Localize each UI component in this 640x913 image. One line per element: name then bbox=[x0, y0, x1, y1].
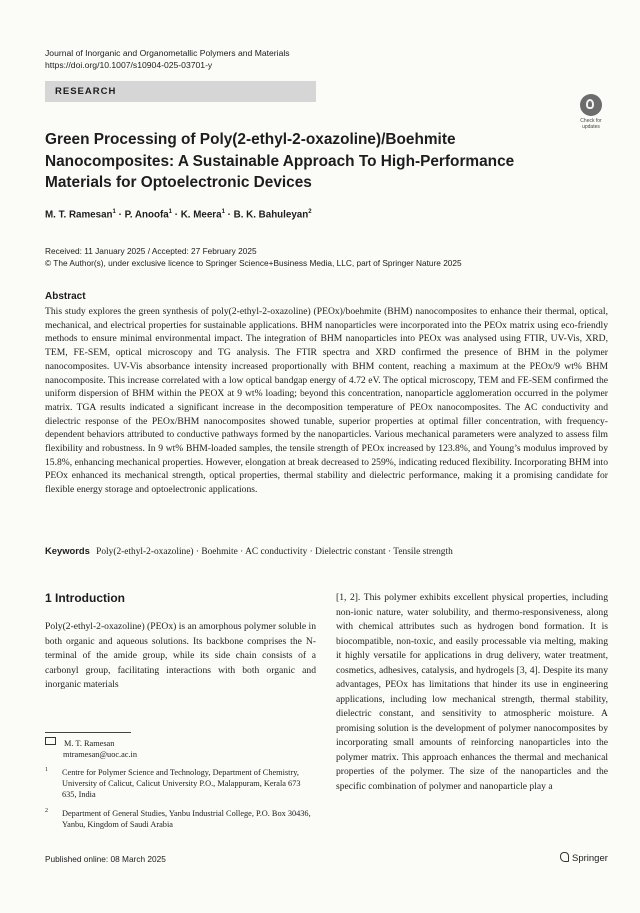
author-separator: · bbox=[115, 209, 125, 221]
corresponding-author-email[interactable]: mtramesan@uoc.ac.in bbox=[63, 750, 137, 759]
received-accepted-dates: Received: 11 January 2025 / Accepted: 27 February 2025 bbox=[45, 246, 257, 256]
check-updates-label: Check for updates bbox=[580, 118, 602, 130]
author-name[interactable]: B. K. Bahuleyan bbox=[233, 209, 309, 221]
author-separator: · bbox=[224, 209, 234, 221]
keywords-list: Poly(2-ethyl-2-oxazoline) · Boehmite · AC conductivity · Dielectric constant · Tensile strength bbox=[96, 547, 453, 557]
affiliation-number: 2 bbox=[45, 808, 48, 814]
author-name[interactable]: K. Meera bbox=[180, 209, 222, 221]
author-name[interactable]: P. Anoofa bbox=[124, 209, 169, 221]
footnote-divider bbox=[45, 732, 131, 733]
corresponding-author-name: M. T. Ramesan bbox=[64, 739, 115, 748]
doi-link[interactable]: https://doi.org/10.1007/s10904-025-03701-y bbox=[45, 60, 213, 70]
abstract-heading: Abstract bbox=[45, 291, 86, 302]
check-updates-icon bbox=[580, 94, 602, 116]
affiliation-1 bbox=[45, 767, 312, 800]
affiliation-text: Centre for Polymer Science and Technology, Department of Chemistry, University of Calicut, Calicut University P.O., Malappuram, Kerala 673 635, India bbox=[62, 768, 301, 799]
author-affiliation-mark: 1 bbox=[168, 209, 173, 215]
copyright-notice: © The Author(s), under exclusive licence to Springer Science+Business Media, LLC, part of Springer Nature 2025 bbox=[45, 258, 462, 268]
author-name[interactable]: M. T. Ramesan bbox=[45, 209, 113, 221]
author-affiliation-mark: 1 bbox=[221, 209, 225, 215]
journal-name: Journal of Inorganic and Organometallic Polymers and Materials bbox=[45, 48, 290, 58]
affiliation-number: 1 bbox=[45, 767, 48, 773]
author-affiliation-mark: 2 bbox=[308, 209, 312, 215]
section-label: RESEARCH bbox=[45, 81, 316, 102]
introduction-right-column: [1, 2]. This polymer exhibits excellent physical properties, including non-ionic nature, water solubility, and thermo-responsiveness, along with chemical attributes such as hydrogen bond formation. It is biocompatible, non-toxic, and easily processable via melting, making it highly versatile for applications in drug delivery, water treatment, cosmetics, adhesives, catalysis, and hydrogels [3, 4]. Despite its many advantages, PEOx has limitations that hinder its use in engineering applications, including low mechanical strength, thermal stability, dielectric constant, and sensitivity to atmospheric moisture. A promising solution is the development of polymer nanocomposites by incorporating small amounts of reinforcing nanoparticles into the polymer matrix. This approach enhances the thermal and mechanical properties of the polymer. The size of the nanoparticles and the specific combination of polymer and nanoparticle play a bbox=[336, 592, 608, 792]
abstract-text: This study explores the green synthesis of poly(2-ethyl-2-oxazoline) (PEOx)/boehmite (BHM) nanocomposites to enhance their thermal, optical, mechanical, and electrical properties for sustainable applications. BHM nanoparticles were incorporated into the PEOx matrix using eco-friendly methods to ensure minimal environmental impact. The integration of BHM nanoparticles into PEOx was analysed using FTIR, UV-Vis, XRD, TEM, FE-SEM, optical microscopy and TG analysis. The FTIR spectra and XRD confirmed the presence of BHM in the polymer nanocomposites. UV-Vis absorbance intensity increased proportionally with BHM content, reaching a maximum at the PEOx/9 wt% BHM nanocomposite. This increase correlated with a low optical bandgap energy of 4.72 eV. The optical microscopy, TEM and FE-SEM confirmed the uniform dispersion of BHM within the PEOX at 9 wt% loading; beyond this concentration, nanoparticle agglomeration occurred in the polymer matrix. TGA results indicated a significant increase in the decomposition temperature of PEOx nanocomposites. The AC conductivity and dielectric response of the PEOx/BHM nanocomposites showed tunable, superior properties at optimal filler concentration, with frequency-dependent behaviors attributed to conductive pathways formed by the nanoparticles. Various mechanical parameters were analyzed to assess film flexibility and robustness. In 9 wt% BHM-loaded samples, the tensile strength of PEOx increased by 123.8%, and Young’s modulus improved by 15.8%, enhancing mechanical properties. However, elongation at break decreased to 259%, indicating reduced flexibility. Incorporating BHM into PEOx enhanced its mechanical strength, optical properties, thermal stability and dielectric performance, making it a promising candidate for flexible energy storage and optoelectronic applications. bbox=[45, 306, 608, 496]
springer-horse-icon bbox=[560, 852, 569, 862]
keywords bbox=[45, 545, 453, 557]
published-online-date: Published online: 08 March 2025 bbox=[45, 854, 166, 864]
keywords-label: Keywords bbox=[45, 545, 90, 556]
check-for-updates-badge[interactable] bbox=[576, 94, 606, 130]
introduction-heading: 1 Introduction bbox=[45, 591, 125, 605]
journal-header bbox=[45, 47, 290, 71]
publisher-name: Springer bbox=[572, 853, 608, 864]
envelope-icon bbox=[45, 737, 56, 745]
author-separator: · bbox=[172, 209, 181, 221]
affiliation-text: Department of General Studies, Yanbu Industrial College, P.O. Box 30436, Yanbu, Kingdom of Saudi Arabia bbox=[62, 809, 311, 829]
publisher-logo bbox=[560, 852, 608, 864]
article-history bbox=[45, 245, 462, 269]
affiliation-2 bbox=[45, 808, 312, 830]
corresponding-author bbox=[45, 737, 137, 760]
author-list bbox=[45, 209, 312, 220]
introduction-left-column: Poly(2-ethyl-2-oxazoline) (PEOx) is an amorphous polymer soluble in both organic and aqueous solutions. Its backbone comprises the N-terminal of the amide group, while its side chain consists of a carbonyl group, facilitating interactions with both organic and inorganic materials bbox=[45, 621, 316, 690]
article-title: Green Processing of Poly(2-ethyl-2-oxazoline)/Boehmite Nanocomposites: A Sustainable Approach To High-Performance Materials for Optoelectronic Devices bbox=[45, 131, 515, 191]
author-affiliation-mark: 1 bbox=[112, 209, 116, 215]
